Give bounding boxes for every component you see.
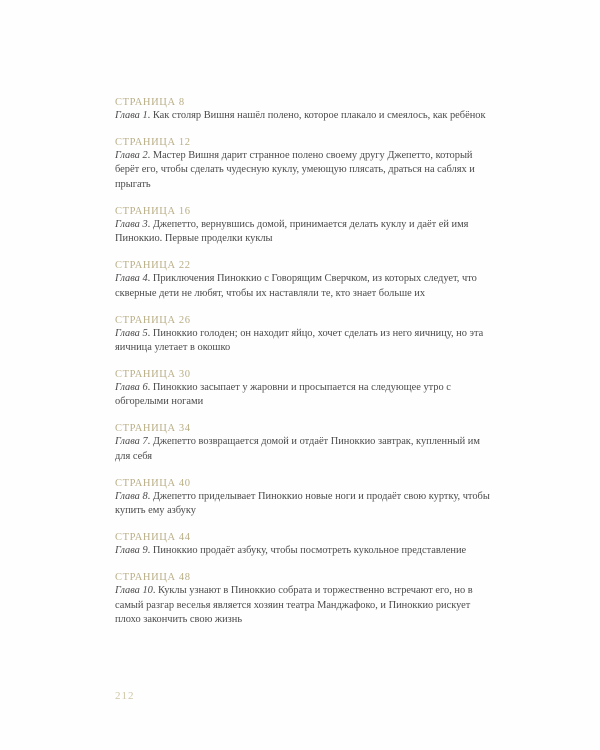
chapter-description: . Пиноккио продаёт азбуку, чтобы посмотреть кукольное представление <box>147 545 467 557</box>
chapter-label: Глава 4 <box>115 273 148 285</box>
page-reference: СТРАНИЦА 16 <box>115 205 191 217</box>
toc-entry <box>115 422 495 464</box>
page-reference: СТРАНИЦА 44 <box>115 532 191 544</box>
chapter-label: Глава 9 <box>115 545 148 557</box>
chapter-title <box>115 109 495 123</box>
page-reference: СТРАНИЦА 8 <box>115 97 185 108</box>
page-reference: СТРАНИЦА 48 <box>115 572 191 584</box>
chapter-description: . Мастер Вишня дарит странное полено своему другу Джепетто, который берёт его, чтобы сделать чудесную куклу, умеющую плясать, драться на саблях и прыгать <box>115 150 475 190</box>
page-reference: СТРАНИЦА 30 <box>115 369 191 381</box>
page-reference: СТРАНИЦА 22 <box>115 260 191 272</box>
toc-entry <box>115 477 495 519</box>
chapter-description: . Приключения Пиноккио с Говорящим Сверчком, из которых следует, что скверные дети не любят, чтобы их наставляли те, кто знает больше их <box>115 273 477 299</box>
chapter-label: Глава 1 <box>115 110 148 121</box>
page-reference: СТРАНИЦА 12 <box>115 137 191 148</box>
chapter-description: . Пиноккио голоден; он находит яйцо, хочет сделать из него яичницу, но эта яичница улетает в окошко <box>115 327 484 354</box>
table-of-contents <box>115 96 495 640</box>
chapter-description: . Джепетто возвращается домой и отдаёт Пиноккио завтрак, купленный им для себя <box>115 436 480 462</box>
chapter-label: Глава 10 <box>115 585 153 597</box>
chapter-description: . Джепетто приделывает Пиноккио новые ноги и продаёт свою куртку, чтобы купить ему азбуку <box>115 490 490 517</box>
toc-entry <box>115 531 495 558</box>
chapter-title <box>115 584 495 627</box>
toc-entry <box>115 259 495 301</box>
page-number: 212 <box>115 690 135 702</box>
chapter-label: Глава 7 <box>115 436 148 448</box>
chapter-title <box>115 272 495 301</box>
chapter-title <box>115 544 495 558</box>
page-reference: СТРАНИЦА 26 <box>115 314 191 326</box>
chapter-label: Глава 6 <box>115 382 148 394</box>
toc-entry <box>115 571 495 627</box>
page-reference: СТРАНИЦА 40 <box>115 477 191 489</box>
toc-entry <box>115 368 495 410</box>
chapter-description: . Куклы узнают в Пиноккио собрата и торжественно встречают его, но в самый разгар веселья является хозяин театра Манджафоко, и Пиноккио рискует плохо закончить свою жизнь <box>115 585 473 626</box>
chapter-description: . Как столяр Вишня нашёл полено, которое плакало и смеялось, как ребёнок <box>147 110 486 121</box>
chapter-title <box>115 149 495 192</box>
chapter-description: . Пиноккио засыпает у жаровни и просыпается на следующее утро с обгорелыми ногами <box>115 382 451 408</box>
chapter-description: . Джепетто, вернувшись домой, принимается делать куклу и даёт ей имя Пиноккио. Первые проделки куклы <box>115 218 469 245</box>
toc-entry <box>115 136 495 192</box>
chapter-label: Глава 3 <box>115 218 148 230</box>
chapter-label: Глава 8 <box>115 490 148 502</box>
chapter-label: Глава 5 <box>115 327 148 339</box>
chapter-title <box>115 490 495 519</box>
chapter-title <box>115 381 495 410</box>
page-reference: СТРАНИЦА 34 <box>115 423 191 435</box>
toc-entry <box>115 314 495 356</box>
chapter-label: Глава 2 <box>115 150 148 161</box>
chapter-title <box>115 218 495 247</box>
chapter-title <box>115 435 495 464</box>
toc-entry <box>115 205 495 247</box>
chapter-title <box>115 327 495 356</box>
toc-entry <box>115 96 495 123</box>
